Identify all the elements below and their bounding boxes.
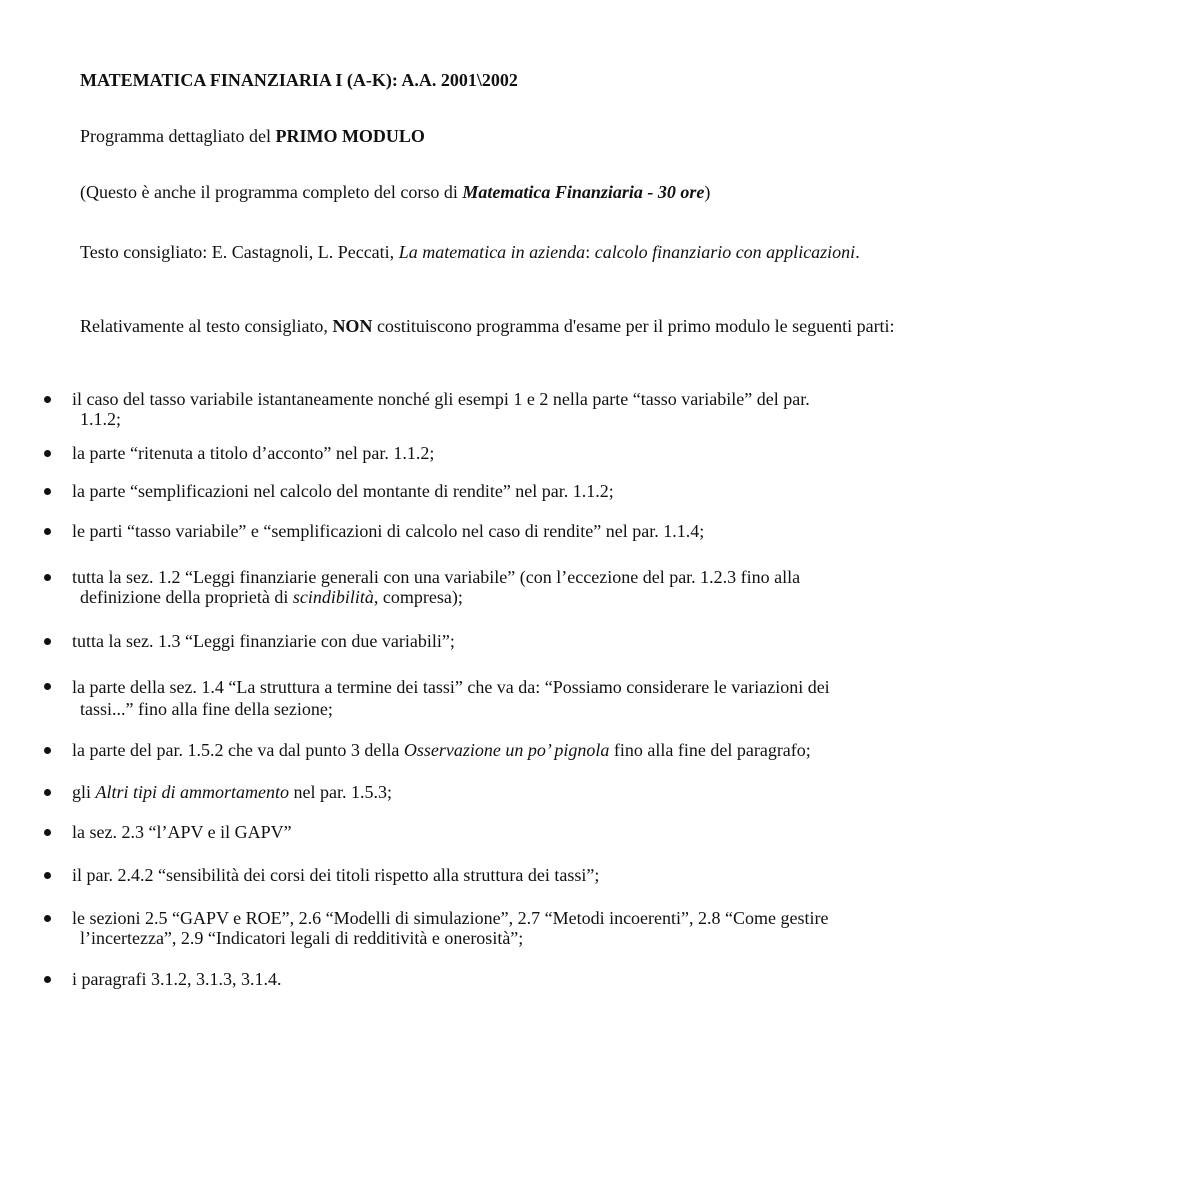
list-item: i paragrafi 3.1.2, 3.1.3, 3.1.4. bbox=[72, 969, 282, 989]
list-item-line2: l’incertezza”, 2.9 “Indicatori legali di redditività e onerosità”; bbox=[80, 928, 524, 948]
list-item-line2-italic: scindibilità bbox=[292, 587, 374, 607]
list-item bbox=[72, 782, 1095, 802]
textbook-title-part1: La matematica in azienda bbox=[398, 242, 586, 262]
list-item-italic: Altri tipi di ammortamento bbox=[95, 782, 290, 802]
intro-bold: NON bbox=[332, 316, 373, 336]
list-item-line2-b: , compresa); bbox=[373, 587, 463, 607]
list-item-line1: il caso del tasso variabile istantaneamente nonché gli esempi 1 e 2 nella parte “tasso variabile” del par. bbox=[72, 389, 810, 409]
excluded-parts-intro bbox=[80, 316, 1095, 336]
list-item: il par. 2.4.2 “sensibilità dei corsi dei titoli rispetto alla struttura dei tassi”; bbox=[72, 865, 600, 885]
list-item-a: la parte del par. 1.5.2 che va dal punto 3 della bbox=[72, 740, 404, 760]
list-item bbox=[72, 676, 1095, 720]
list-item bbox=[72, 389, 1095, 429]
textbook-colon: : bbox=[585, 242, 595, 262]
bullet-icon bbox=[44, 976, 51, 983]
bullet-icon bbox=[44, 829, 51, 836]
module-heading-prefix: Programma dettagliato del bbox=[80, 126, 276, 146]
list-item: tutta la sez. 1.3 “Leggi finanziarie con due variabili”; bbox=[72, 631, 455, 651]
list-item: le parti “tasso variabile” e “semplificazioni di calcolo nel caso di rendite” nel par. 1.1.4; bbox=[72, 521, 705, 541]
list-item: la parte “semplificazioni nel calcolo del montante di rendite” nel par. 1.1.2; bbox=[72, 481, 614, 501]
course-note-close: ) bbox=[704, 182, 711, 202]
bullet-icon bbox=[44, 638, 51, 645]
list-item-italic: Osservazione un po’ pignola bbox=[403, 740, 610, 760]
bullet-icon bbox=[44, 528, 51, 535]
textbook-title-part2: calcolo finanziario con applicazioni bbox=[594, 242, 856, 262]
module-heading bbox=[80, 125, 1095, 148]
list-item bbox=[72, 567, 1095, 607]
bullet-icon bbox=[44, 396, 51, 403]
course-note-open: (Questo è anche il programma completo del corso di bbox=[80, 182, 463, 202]
list-item-a: gli bbox=[72, 782, 96, 802]
list-item-line2: 1.1.2; bbox=[80, 409, 122, 429]
bullet-icon bbox=[44, 574, 51, 581]
document-title: MATEMATICA FINANZIARIA I (A-K): A.A. 2001\2002 bbox=[80, 70, 518, 90]
list-item-line2 bbox=[72, 587, 463, 607]
bullet-icon bbox=[44, 450, 51, 457]
list-item: la parte “ritenuta a titolo d’acconto” nel par. 1.1.2; bbox=[72, 443, 435, 463]
list-item-line1: tutta la sez. 1.2 “Leggi finanziarie generali con una variabile” (con l’eccezione del par. 1.2.3 fino alla bbox=[72, 567, 801, 587]
list-item-line2: tassi...” fino alla fine della sezione; bbox=[80, 699, 333, 719]
recommended-textbook bbox=[80, 238, 1095, 266]
bullet-icon bbox=[44, 683, 51, 690]
list-item-line1: la parte della sez. 1.4 “La struttura a termine dei tassi” che va da: “Possiamo considerare le variazioni dei bbox=[72, 677, 830, 697]
textbook-label: Testo consigliato: E. Castagnoli, L. Peccati, bbox=[80, 242, 399, 262]
textbook-end: . bbox=[855, 242, 860, 262]
intro-part1: Relativamente al testo consigliato, bbox=[80, 316, 333, 336]
course-note-course: Matematica Finanziaria - 30 ore bbox=[462, 182, 705, 202]
list-item-line1: le sezioni 2.5 “GAPV e ROE”, 2.6 “Modelli di simulazione”, 2.7 “Metodi incoerenti”, 2.8 “Come gestire bbox=[72, 908, 829, 928]
list-item bbox=[72, 740, 1095, 760]
bullet-icon bbox=[44, 915, 51, 922]
bullet-icon bbox=[44, 488, 51, 495]
list-item-line2-a: definizione della proprietà di bbox=[80, 587, 293, 607]
list-item bbox=[72, 908, 1095, 948]
bullet-icon bbox=[44, 872, 51, 879]
module-heading-bold: PRIMO MODULO bbox=[275, 126, 425, 146]
list-item: la sez. 2.3 “l’APV e il GAPV” bbox=[72, 822, 292, 842]
bullet-icon bbox=[44, 789, 51, 796]
intro-part2: costituiscono programma d'esame per il primo modulo le seguenti parti: bbox=[372, 316, 895, 336]
bullet-icon bbox=[44, 747, 51, 754]
list-item-b: fino alla fine del paragrafo; bbox=[609, 740, 811, 760]
list-item-b: nel par. 1.5.3; bbox=[289, 782, 392, 802]
course-note bbox=[80, 181, 1095, 204]
